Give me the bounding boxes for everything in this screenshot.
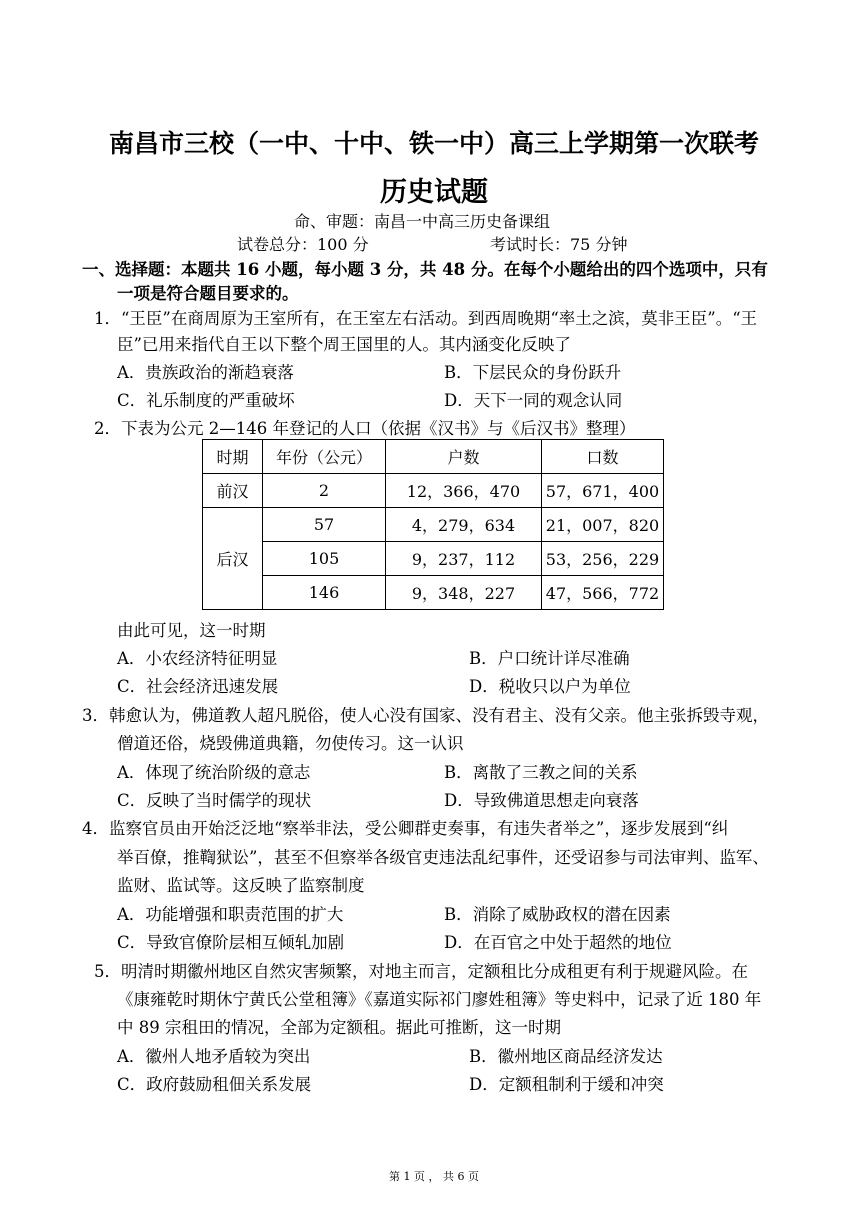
households-cell: 12，366，470 [386,474,542,508]
year-cell: 105 [263,542,386,576]
q4-stem-line3: 监财、监试等。这反映了监察制度 [117,876,365,895]
year-cell: 146 [263,576,386,610]
year-cell: 57 [263,508,386,542]
q1-option-c: C．礼乐制度的严重破坏 [117,391,295,410]
table-row [203,474,664,508]
year-cell: 2 [263,474,386,508]
exam-title: 南昌市三校（一中、十中、铁一中）高三上学期第一次联考 [108,129,759,158]
q3-option-c: C．反映了当时儒学的现状 [117,791,312,810]
households-cell: 9，348，227 [386,576,542,610]
q3-stem-line1: 3．韩愈认为，佛道教人超凡脱俗，使人心没有国家、没有君主、没有父亲。他主张拆毁寺观， [82,706,769,725]
table-row [203,542,664,576]
q2-stem-line1: 2．下表为公元 2—146 年登记的人口（依据《汉书》与《后汉书》整理） [94,419,636,438]
section-heading-line2: 一项是符合题目要求的。 [117,284,299,303]
q5-option-c: C．政府鼓励租佃关系发展 [117,1075,312,1094]
q4-option-a: A．功能增强和职责范围的扩大 [117,905,344,924]
people-cell: 47，566，772 [542,576,664,610]
exam-author: 命、审题：南昌一中高三历史备课组 [294,212,551,231]
people-cell: 21，007，820 [542,508,664,542]
q5-stem-line2: 《康雍乾时期休宁黄氏公堂租簿》《嘉道实际祁门廖姓租簿》等史料中，记录了近 180 年 [117,990,762,1009]
population-table [202,439,664,610]
exam-duration: 考试时长：75 分钟 [490,235,628,254]
table-row [203,576,664,610]
period-cell: 前汉 [203,474,263,508]
q1-option-b: B．下层民众的身份跃升 [444,363,622,382]
q5-stem-line3: 中 89 宗租田的情况，全部为定额租。据此可推断，这一时期 [117,1018,561,1037]
q2-stem-line2: 由此可见，这一时期 [117,621,266,640]
q4-option-b: B．消除了威胁政权的潜在因素 [444,905,671,924]
q2-option-d: D．税收只以户为单位 [469,677,631,696]
section-heading-line1: 一、选择题：本题共 16 小题，每小题 3 分，共 48 分。在每个小题给出的四个选项中，只有 [82,260,768,279]
q2-option-a: A．小农经济特征明显 [117,649,278,668]
table-header-households: 户数 [386,440,542,474]
q4-stem-line2: 举百僚，推鞫狱讼”，甚至不但察举各级官吏违法乱纪事件，还受诏参与司法审判、监军、 [117,848,769,867]
q1-stem-line1: 1．“王臣”在商周原为王室所有，在王室左右活动。到西周晚期“率土之滨，莫非王臣”。“王 [94,309,758,328]
table-header-year: 年份（公元） [263,440,386,474]
table-header-period: 时期 [203,440,263,474]
q5-option-a: A．徽州人地矛盾较为突出 [117,1047,311,1066]
total-score: 试卷总分：100 分 [237,235,369,254]
people-cell: 53，256，229 [542,542,664,576]
households-cell: 9，237，112 [386,542,542,576]
exam-subject: 历史试题 [380,177,488,208]
q5-stem-line1: 5．明清时期徽州地区自然灾害频繁，对地主而言，定额租比分成租更有利于规避风险。在 [94,962,748,981]
q1-option-a: A．贵族政治的渐趋衰落 [117,363,294,382]
table-header-people: 口数 [542,440,664,474]
q5-option-b: B．徽州地区商品经济发达 [469,1047,663,1066]
q4-option-d: D．在百官之中处于超然的地位 [444,933,672,952]
period-cell: 后汉 [203,508,263,610]
q2-option-b: B．户口统计详尽准确 [469,649,630,668]
households-cell: 4，279，634 [386,508,542,542]
q3-option-b: B．离散了三教之间的关系 [444,763,638,782]
q4-option-c: C．导致官僚阶层相互倾轧加剧 [117,933,345,952]
people-cell: 57，671，400 [542,474,664,508]
q2-option-c: C．社会经济迅速发展 [117,677,279,696]
q1-stem-line2: 臣”已用来指代自王以下整个周王国里的人。其内涵变化反映了 [117,335,571,354]
q3-option-d: D．导致佛道思想走向衰落 [444,791,639,810]
table-row [203,508,664,542]
q3-option-a: A．体现了统治阶级的意志 [117,763,311,782]
q3-stem-line2: 僧道还俗，烧毁佛道典籍，勿使传习。这一认识 [117,734,464,753]
q5-option-d: D．定额租制利于缓和冲突 [469,1075,664,1094]
q4-stem-line1: 4．监察官员由开始泛泛地“察举非法，受公卿群吏奏事，有违失者举之”，逐步发展到“纠 [82,819,729,838]
q1-option-d: D．天下一同的观念认同 [444,391,623,410]
page-footer: 第 1 页 ， 共 6 页 [389,1170,479,1183]
